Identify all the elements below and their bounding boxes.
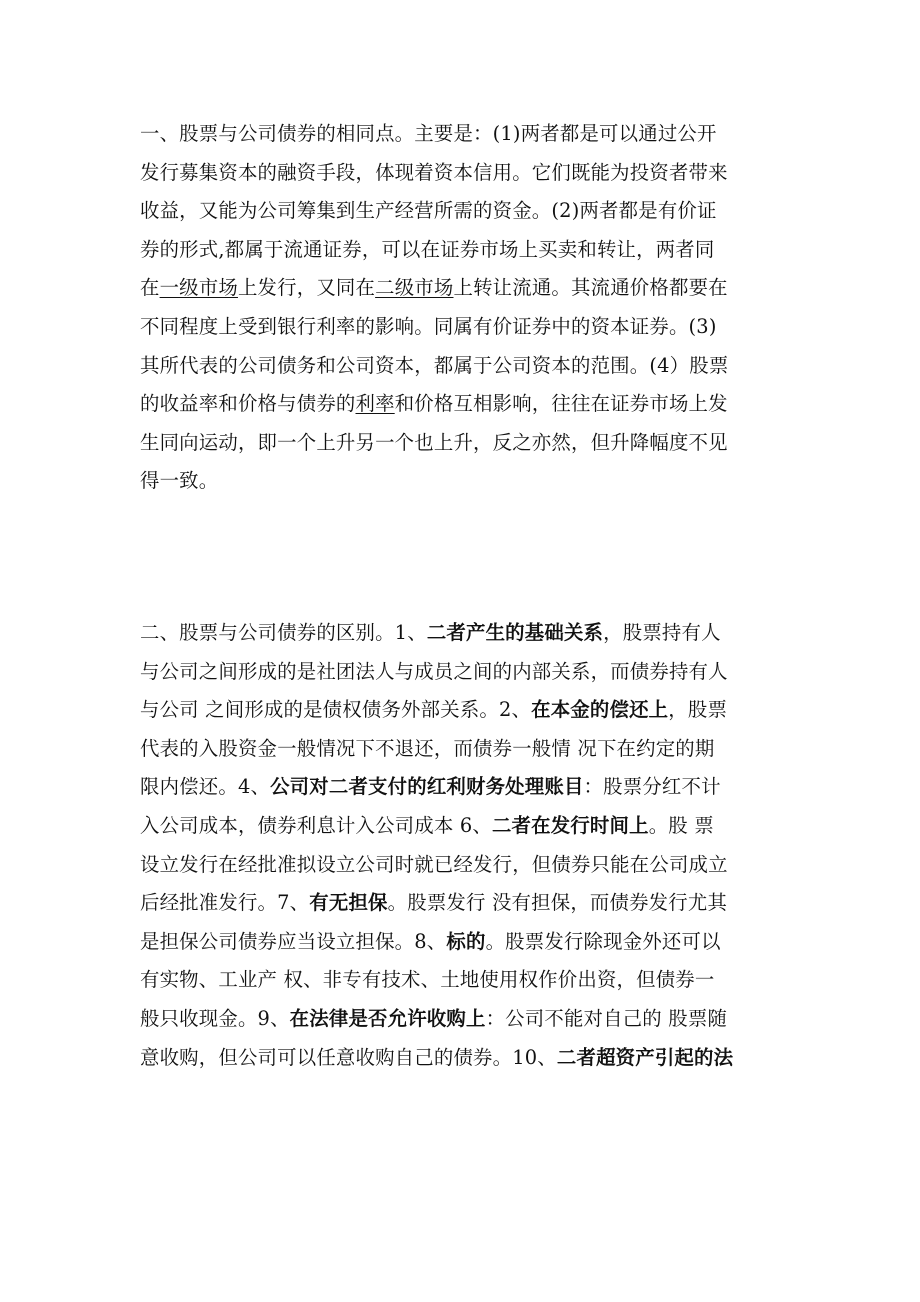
text-segment: 后经批准发行。7、	[140, 891, 310, 915]
text-line	[140, 923, 780, 962]
text-segment: 。股票发行 没有担保，而债券发行尤其	[387, 891, 728, 915]
bold-heading-text: 有无担保	[309, 891, 388, 915]
text-segment: 生同向运动，即一个上升另一个也上升，反之亦然，但升降幅度不见	[140, 430, 728, 454]
text-line	[140, 269, 780, 308]
text-segment: 收益，又能为公司筹集到生产经营所需的资金。(2)两者都是有价证	[140, 199, 717, 223]
text-segment: 般只收现金。9、	[140, 1006, 290, 1030]
text-line	[140, 730, 780, 769]
text-segment: ，股票持有人	[603, 621, 721, 644]
text-segment: 限内偿还。4、	[140, 775, 271, 799]
bold-heading-text: 二者在发行时间上	[491, 813, 649, 837]
text-segment: 和价格互相影响，往往在证券市场上发	[394, 392, 728, 416]
text-line	[140, 1039, 780, 1078]
bold-heading-text: 二者产生的基础关系	[426, 621, 604, 644]
text-segment: 二、股票与公司债券的区别。1、	[140, 621, 427, 644]
text-segment: 上转让流通。其流通价格都要在	[453, 276, 728, 300]
underlined-term: 二级市场	[375, 276, 454, 300]
bold-heading-text: 二者超资产引起的法	[556, 1045, 734, 1069]
text-segment: 发行募集资本的融资手段，体现着资本信用。它们既能为投资者带来	[140, 160, 728, 184]
text-line	[140, 347, 780, 386]
bold-heading-text: 公司对二者支付的红利财务处理账目	[270, 775, 584, 799]
text-segment: 券的形式,都属于流通证券，可以在证券市场上买卖和转让，两者同	[140, 237, 715, 261]
text-segment: ：股票分红不计	[583, 775, 721, 799]
text-segment: ，股票	[668, 698, 728, 722]
text-segment: 。股 票	[648, 813, 714, 837]
text-line	[140, 614, 780, 653]
text-line	[140, 231, 780, 270]
text-line	[140, 1000, 780, 1039]
underlined-term: 一级市场	[159, 276, 238, 300]
text-segment: 在	[140, 276, 160, 300]
text-segment: 其所代表的公司债务和公司资本，都属于公司资本的范围。(4）股票	[140, 353, 729, 377]
text-segment: 上发行，又同在	[237, 276, 376, 300]
text-line	[140, 961, 780, 1000]
text-line	[140, 462, 780, 501]
text-line	[140, 424, 780, 463]
text-line	[140, 154, 780, 193]
text-segment: 的收益率和价格与债券的	[140, 392, 356, 416]
text-line	[140, 308, 780, 347]
text-line	[140, 691, 780, 730]
text-segment: 与公司 之间形成的是债权债务外部关系。2、	[140, 698, 532, 722]
text-line	[140, 653, 780, 692]
paragraph-differences	[140, 614, 780, 1077]
text-segment: 是担保公司债券应当设立担保。8、	[140, 929, 447, 953]
text-segment: 意收购，但公司可以任意收购自己的债券。10、	[140, 1045, 557, 1069]
text-line	[140, 884, 780, 923]
bold-heading-text: 在本金的偿还上	[531, 698, 669, 722]
text-segment: 入公司成本，债券利息计入公司成本 6、	[140, 813, 492, 837]
text-segment: 设立发行在经批准拟设立公司时就已经发行，但债券只能在公司成立	[140, 852, 728, 876]
text-line	[140, 115, 780, 154]
text-line	[140, 846, 780, 885]
text-segment: 得一致。	[140, 469, 219, 493]
bold-heading-text: 标的	[446, 929, 486, 953]
bold-heading-text: 在法律是否允许收购上	[289, 1006, 486, 1030]
paragraph-similarities	[140, 115, 780, 501]
text-line	[140, 192, 780, 231]
text-segment: ：公司不能对自己的 股票随	[485, 1006, 728, 1030]
text-segment: 一、股票与公司债券的相同点。主要是：(1)两者都是可以通过公开	[140, 122, 717, 145]
text-line	[140, 807, 780, 846]
text-segment: 与公司之间形成的是社团法人与成员之间的内部关系，而债券持有人	[140, 659, 728, 683]
text-segment: 有实物、工业产 权、非专有技术、土地使用权作价出资，但债券一	[140, 968, 715, 992]
text-line	[140, 385, 780, 424]
text-segment: 不同程度上受到银行利率的影响。同属有价证券中的资本证券。(3)	[140, 314, 717, 338]
underlined-term: 利率	[355, 392, 395, 416]
text-line	[140, 768, 780, 807]
text-segment: 代表的入股资金一般情况下不退还，而债券一般情 况下在约定的期	[140, 736, 715, 760]
text-segment: 。股票发行除现金外还可以	[485, 929, 721, 953]
